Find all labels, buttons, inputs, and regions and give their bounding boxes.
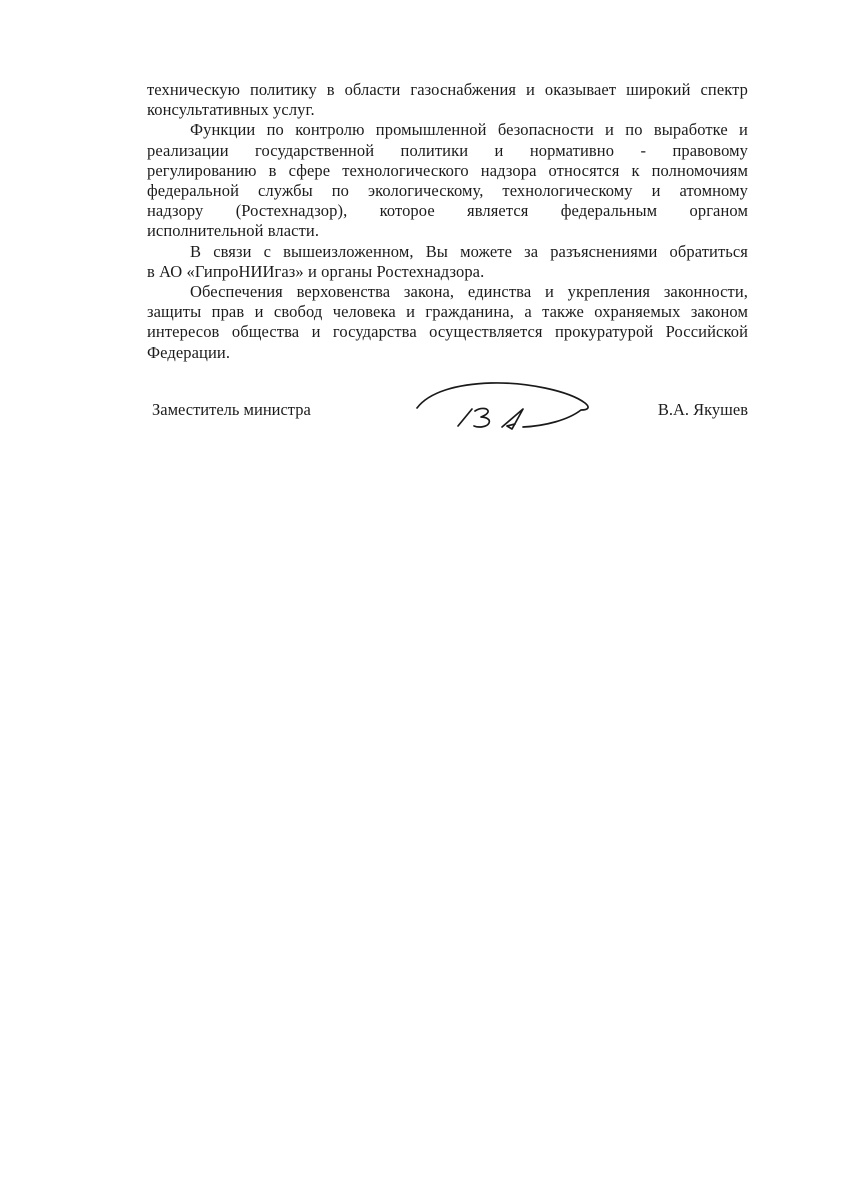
text-line: техническую политику в области газоснабжения и оказывает широкий спектр (147, 80, 748, 99)
text-line: В связи с вышеизложенном, Вы можете за разъяснениями обратиться (190, 241, 748, 261)
text-line: реализации государственной политики и нормативно - правовому (147, 140, 748, 160)
text-line: в АО «ГипроНИИгаз» и органы Ростехнадзора. (147, 261, 485, 281)
text-line: Обеспечения верховенства закона, единства и укрепления законности, (190, 282, 748, 302)
handwritten-signature-icon (405, 379, 605, 439)
text-line: Федерации. (147, 342, 231, 362)
text-line: консультативных услуг. (147, 100, 315, 120)
text-line: надзору (Ростехнадзор), которое является федеральным органом (147, 201, 748, 221)
text-line: Функции по контролю промышленной безопасности и по выработке и (190, 120, 748, 140)
text-line: регулированию в сфере технологического надзора относятся к полномочиям (147, 160, 748, 180)
signatory-name: В.А. Якушев (657, 400, 748, 419)
text-line: исполнительной власти. (147, 221, 320, 241)
text-line: федеральной службы по экологическому, технологическому и атомному (147, 181, 748, 201)
signoff-title: Заместитель министра (152, 400, 311, 419)
letter-body (147, 80, 748, 363)
text-line: защиты прав и свобод человека и гражданина, а также охраняемых законом (147, 302, 748, 322)
text-line: интересов общества и государства осуществляется прокуратурой Российской (147, 322, 748, 342)
